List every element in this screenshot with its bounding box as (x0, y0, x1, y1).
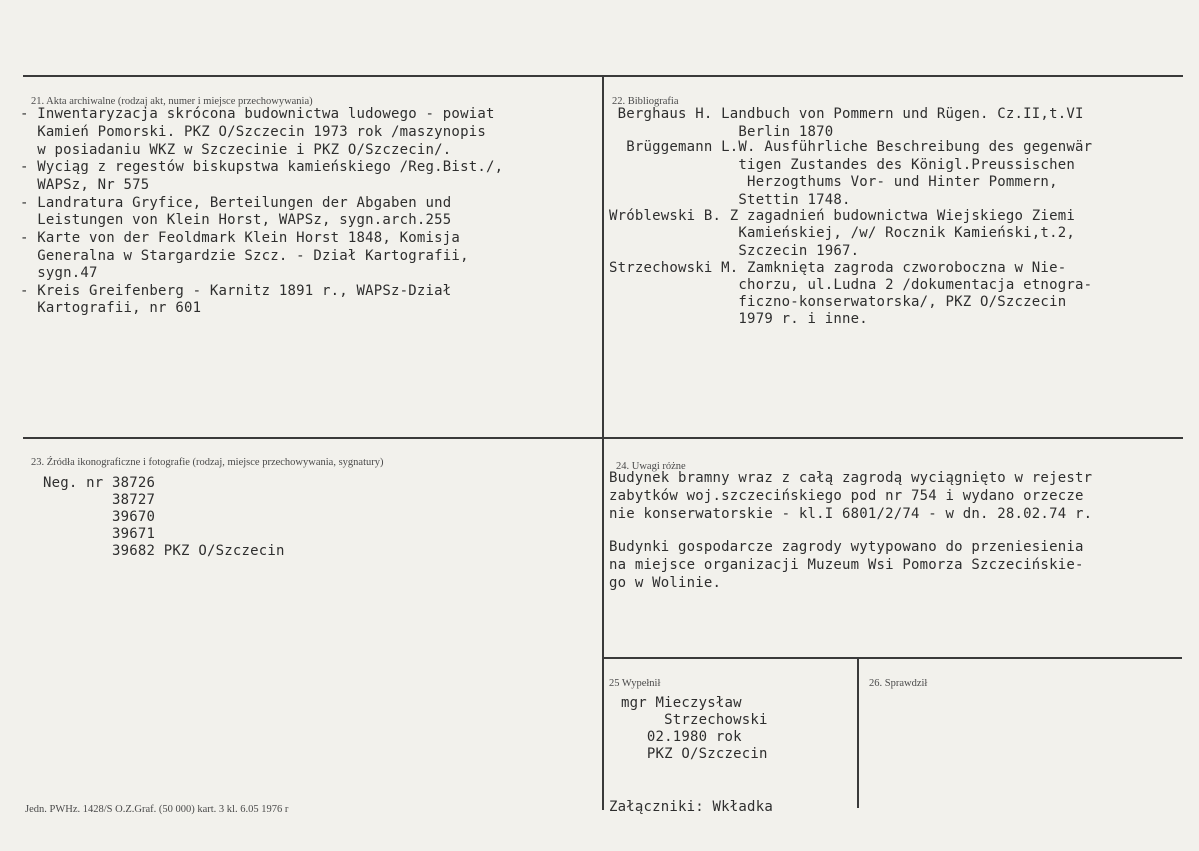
archival-record-line: - Karte von der Feoldmark Klein Horst 1848, Komisja (20, 230, 461, 246)
section-26-label: 26. Sprawdził (869, 678, 928, 689)
bibliography-line: Herzogthums Vor- und Hinter Pommern, (609, 174, 1058, 190)
archival-record-line: - Landratura Gryfice, Berteilungen der Abgaben und (20, 195, 452, 211)
bibliography-line: ficzno-konserwatorska/, PKZ O/Szczecin (609, 294, 1067, 310)
archival-record-line: - Kreis Greifenberg - Karnitz 1891 r., WAPSz-Dział (20, 283, 452, 299)
section-21-label: 21. Akta archiwalne (rodzaj akt, numer i miejsce przechowywania) (31, 96, 313, 107)
signature-box-divider-line (857, 658, 859, 808)
signature-box-top-line (604, 657, 1182, 659)
archival-record-line: Leistungen von Klein Horst, WAPSz, sygn.arch.255 (20, 212, 452, 228)
bibliography-line: tigen Zustandes des Königl.Preussischen (609, 157, 1075, 173)
remarks-line: Budynki gospodarcze zagrody wytypowano do przeniesienia (609, 539, 1084, 555)
bibliography-line: Stettin 1748. (609, 192, 851, 208)
filled-by-line: mgr Mieczysław (621, 695, 742, 711)
negative-number-line: 38727 (43, 492, 156, 508)
attachments-line: Załączniki: Wkładka (609, 799, 773, 815)
bibliography-line: Kamieńskiej, /w/ Rocznik Kamieński,t.2, (609, 225, 1075, 241)
bibliography-line: Berghaus H. Landbuch von Pommern und Rügen. Cz.II,t.VI (609, 106, 1084, 122)
remarks-line: Budynek bramny wraz z całą zagrodą wyciągnięto w rejestr (609, 470, 1093, 486)
negative-number-line: 39671 (43, 526, 156, 542)
section-24-label: 24. Uwagi różne (616, 461, 686, 472)
print-footer: Jedn. PWHz. 1428/S O.Z.Graf. (50 000) kart. 3 kl. 6.05 1976 r (25, 804, 289, 815)
archival-record-line: sygn.47 (20, 265, 98, 281)
section-23-label: 23. Źródła ikonograficzne i fotografie (rodzaj, miejsce przechowywania, sygnatury) (31, 457, 384, 468)
negative-number-line: Neg. nr 38726 (43, 475, 156, 491)
archival-record-line: WAPSz, Nr 575 (20, 177, 150, 193)
section-25-label: 25 Wypełnił (609, 678, 661, 689)
archival-record-line: Generalna w Stargardzie Szcz. - Dział Kartografii, (20, 248, 469, 264)
bibliography-line: Berlin 1870 (609, 124, 834, 140)
remarks-line: na miejsce organizacji Muzeum Wsi Pomorza Szczecińskie- (609, 557, 1084, 573)
filled-by-line: 02.1980 rok (621, 729, 742, 745)
section-22-label: 22. Bibliografia (612, 96, 679, 107)
archival-record-line: Kartografii, nr 601 (20, 300, 202, 316)
archival-record-line: - Wyciąg z regestów biskupstwa kamieńskiego /Reg.Bist./, (20, 159, 504, 175)
bibliography-line: Brüggemann L.W. Ausführliche Beschreibung des gegenwär (609, 139, 1093, 155)
bibliography-line: Strzechowski M. Zamknięta zagroda czworoboczna w Nie- (609, 260, 1067, 276)
remarks-line: zabytków woj.szczecińskiego pod nr 754 i wydano orzecze (609, 488, 1084, 504)
middle-border-line (23, 437, 1183, 439)
negative-number-line: 39682 PKZ O/Szczecin (43, 543, 285, 559)
remarks-line: nie konserwatorskie - kl.I 6801/2/74 - w dn. 28.02.74 r. (609, 506, 1093, 522)
archival-record-line: w posiadaniu WKZ w Szczecinie i PKZ O/Szczecin/. (20, 142, 452, 158)
remarks-line: go w Wolinie. (609, 575, 722, 591)
vertical-divider-line (602, 76, 604, 810)
bibliography-line: 1979 r. i inne. (609, 311, 868, 327)
filled-by-line: PKZ O/Szczecin (621, 746, 768, 762)
negative-number-line: 39670 (43, 509, 156, 525)
archival-record-line: - Inwentaryzacja skrócona budownictwa ludowego - powiat (20, 106, 495, 122)
bibliography-line: Szczecin 1967. (609, 243, 860, 259)
bibliography-line: chorzu, ul.Ludna 2 /dokumentacja etnogra- (609, 277, 1093, 293)
bibliography-line: Wróblewski B. Z zagadnień budownictwa Wiejskiego Ziemi (609, 208, 1075, 224)
archival-record-line: Kamień Pomorski. PKZ O/Szczecin 1973 rok /maszynopis (20, 124, 486, 140)
filled-by-line: Strzechowski (621, 712, 768, 728)
